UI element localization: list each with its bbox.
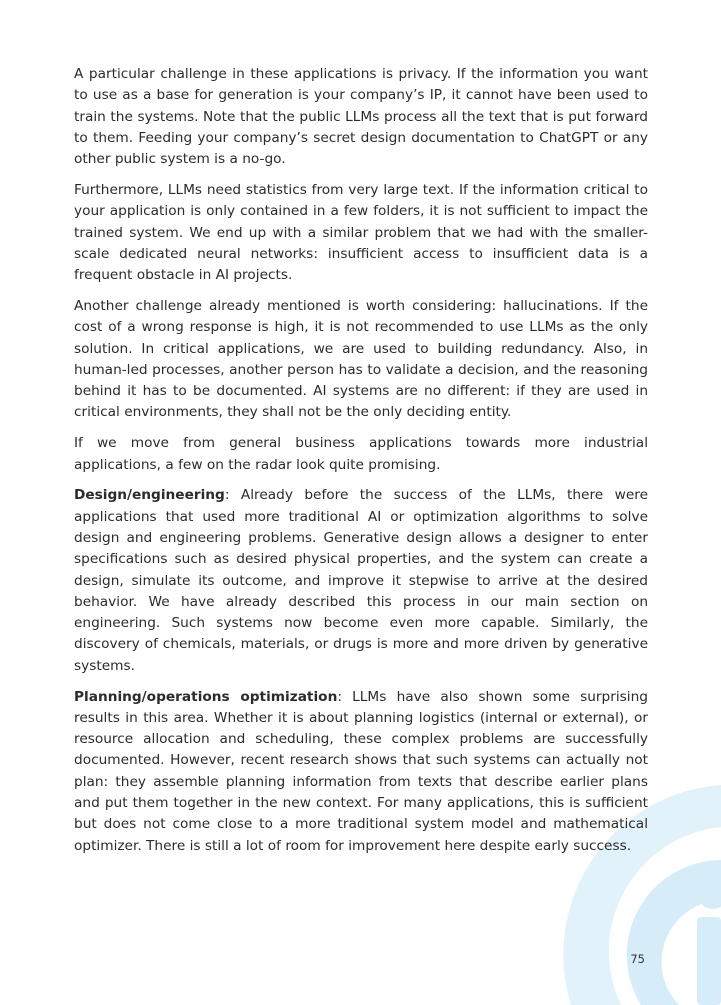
bold-lead-term: Planning/operations optimization [74,688,338,705]
paragraph-privacy: A particular challenge in these applications is privacy. If the information you want to use as a base for generation is your company’s IP, it cannot have been used to train the systems. Note that the public LLMs process all the text that is put forward to them. Feeding your company’s secret design documentation to ChatGPT or any other public system is a no-go. [74,66,648,168]
bold-lead-term: Design/engineering [74,487,225,504]
page-number: 75 [630,952,645,966]
paragraph-planning-optimization: Planning/operations optimization: LLMs have also shown some surprising results in this area. Whether it is about planning logistics (internal or external), or resource allocation and scheduling, these complex problems are successfully documented. However, recent research shows that such systems can actually not plan: they assemble planning information from texts that describe earlier plans and put them together in the new context. For many applications, this is sufficient but does not come close to a more traditional system model and mathematical optimizer. There is still a lot of room for improvement here despite early success. [74,688,648,854]
document-body [74,64,648,866]
paragraph-statistics: Furthermore, LLMs need statistics from very large text. If the information critical to your application is only contained in a few folders, it is not sufficient to impact the trained system. We end up with a similar problem that we had with the smaller-scale dedicated neural networks: insufficient access to insufficient data is a frequent obstacle in AI projects. [74,181,648,284]
paragraph-industrial-intro: If we move from general business applications towards more industrial applications, a few on the radar look quite promising. [74,435,648,473]
paragraph-hallucinations: Another challenge already mentioned is worth considering: hallucinations. If the cost of a wrong response is high, it is not recommended to use LLMs as the only solution. In critical applications, we are used to building redundancy. Also, in human-led processes, another person has to validate a decision, and the reasoning behind it has to be documented. AI systems are no different: if they are used in critical environments, they shall not be the only deciding entity. [74,297,648,421]
paragraph-design-engineering: Design/engineering: Already before the success of the LLMs, there were applications that used more traditional AI or optimization algorithms to solve design and engineering problems. Generative design allows a designer to enter specifications such as desired physical properties, and the system can create a design, simulate its outcome, and improve it stepwise to arrive at the desired behavior. We have already described this process in our main section on engineering. Such systems now become even more capable. Similarly, the discovery of chemicals, materials, or drugs is more and more driven by generative systems. [74,487,648,674]
